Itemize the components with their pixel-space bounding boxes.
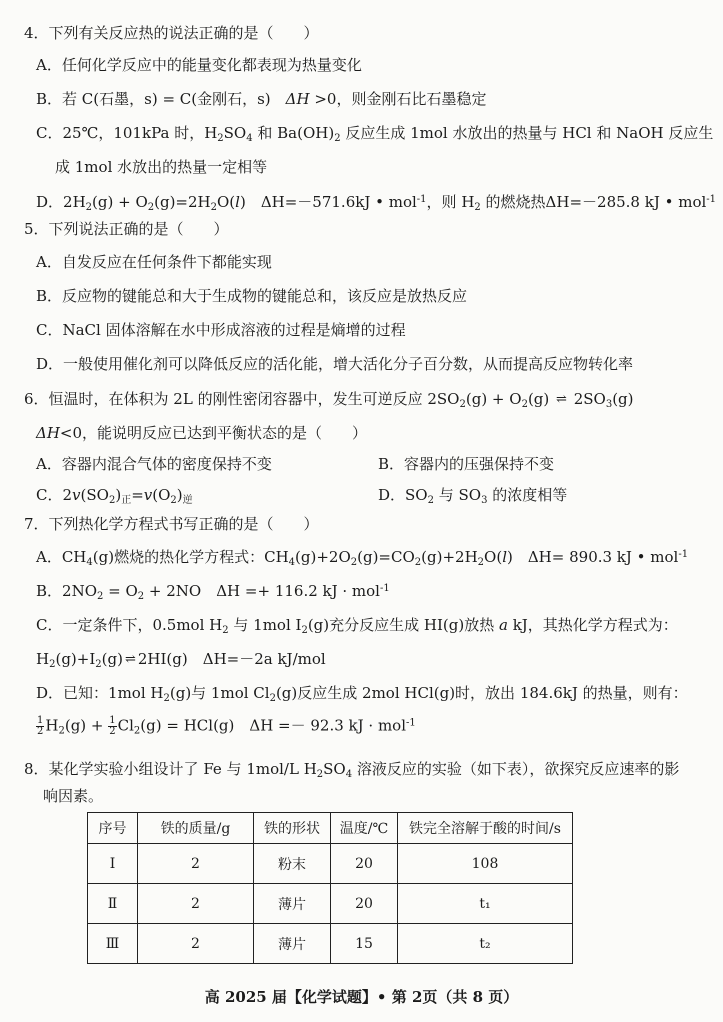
table-cell: Ⅰ xyxy=(88,844,138,884)
table-cell: 20 xyxy=(331,844,398,884)
q4-option-c-line2: 成 1mol 水放出的热量一定相等 xyxy=(55,158,268,176)
experiment-table xyxy=(87,812,573,964)
table-header: 序号 xyxy=(88,813,138,844)
q8-stem-line2: 响因素。 xyxy=(43,787,104,805)
reversible-arrow-icon: ⇌ xyxy=(556,392,567,407)
table-cell: 2 xyxy=(138,924,254,964)
table-header: 温度/℃ xyxy=(331,813,398,844)
q7-option-a: A．$CH_4(g)$燃烧的热化学方程式：$CH_4(g)+2O_2(g)=CO_2(g)+2H_2O(l)$ ΔH= 890.3 kJ • mol$^{-1}$ xyxy=(36,548,689,568)
q4-option-b: B．若 C(石墨，s) = C(金刚石，s) ΔH >0，则金刚石比石墨稳定 xyxy=(36,90,487,108)
page-footer: 高 2025 届【化学试题】• 第 2页（共 8 页） xyxy=(204,988,519,1006)
q5-stem: 5．下列说法正确的是（ ） xyxy=(24,220,229,238)
table-cell: 2 xyxy=(138,884,254,924)
table-row xyxy=(88,924,573,964)
table-cell: t₂ xyxy=(398,924,573,964)
q7-option-d: D．已知：1mol $H_2(g)$与 1mol $Cl_2(g)$反应生成 2mol HCl(g)时，放出 184.6kJ 的热量，则有： xyxy=(36,684,688,704)
table-header: 铁完全溶解于酸的时间/s xyxy=(398,813,573,844)
q6-option-b: B．容器内的压强保持不变 xyxy=(378,455,555,473)
table-cell: 2 xyxy=(138,844,254,884)
q7-option-c-equation: $H_2(g)+I_2(g)$ ⇌ 2HI(g) ΔH=－2a kJ/mol xyxy=(36,650,326,670)
q5-option-a: A．自发反应在任何条件下都能实现 xyxy=(36,253,272,271)
q6-stem: 6．恒温时，在体积为 2L 的刚性密闭容器中，发生可逆反应 $2SO_2(g) + O_2(g)$ ⇌ $2SO_3(g)$ xyxy=(24,390,634,410)
q6-option-c: C．$2v(SO_2)_正=v(O_2)_逆$ xyxy=(36,486,193,506)
q4-option-d: D．$2H_2(g) + O_2(g)=2H_2O(l)$ ΔH=－571.6kJ • mol$^{-1}$，则 $H_2$ 的燃烧热ΔH=－285.8 kJ • mol$^{-1}$ xyxy=(36,193,717,213)
q4-stem: 4．下列有关反应热的说法正确的是（ ） xyxy=(24,24,319,42)
q7-stem: 7．下列热化学方程式书写正确的是（ ） xyxy=(24,515,319,533)
table-cell: Ⅱ xyxy=(88,884,138,924)
q6-option-d: D．$SO_2$ 与 $SO_3$ 的浓度相等 xyxy=(378,486,568,506)
table-cell: 15 xyxy=(331,924,398,964)
q5-option-d: D．一般使用催化剂可以降低反应的活化能，增大活化分子百分数，从而提高反应物转化率 xyxy=(36,355,634,373)
table-header: 铁的质量/g xyxy=(138,813,254,844)
table-cell: Ⅲ xyxy=(88,924,138,964)
q7-option-b: B．$2NO_2 = O_2 + 2NO$ ΔH =+ 116.2 kJ · mol$^{-1}$ xyxy=(36,582,390,602)
table-header-row xyxy=(88,813,573,844)
q4-option-a: A．任何化学反应中的能量变化都表现为热量变化 xyxy=(36,56,362,74)
fraction-half: $\frac{1}{2}$ xyxy=(109,715,116,737)
table-cell: 108 xyxy=(398,844,573,884)
q4-option-c: C．25℃，101kPa 时，$H_2SO_4$ 和 $Ba(OH)_2$ 反应生成 1mol 水放出的热量与 HCl 和 NaOH 反应生 xyxy=(36,124,714,144)
fraction-half: $\frac{1}{2}$ xyxy=(37,715,44,737)
reversible-arrow-icon: ⇌ xyxy=(124,652,136,667)
table-row xyxy=(88,844,573,884)
q5-option-b: B．反应物的键能总和大于生成物的键能总和，该反应是放热反应 xyxy=(36,287,468,305)
table-cell: t₁ xyxy=(398,884,573,924)
table-cell: 粉末 xyxy=(254,844,331,884)
q5-option-c: C．NaCl 固体溶解在水中形成溶液的过程是熵增的过程 xyxy=(36,321,406,339)
table-cell: 薄片 xyxy=(254,884,331,924)
q6-option-a: A．容器内混合气体的密度保持不变 xyxy=(36,455,272,473)
q7-option-c: C．一定条件下，0.5mol $H_2$ 与 1mol $I_2(g)$充分反应生成 HI(g)放热 a kJ，其热化学方程式为： xyxy=(36,616,678,636)
q6-stem-line2: ΔH<0，能说明反应已达到平衡状态的是（ ） xyxy=(36,424,368,442)
table-cell: 薄片 xyxy=(254,924,331,964)
table-header: 铁的形状 xyxy=(254,813,331,844)
table-row xyxy=(88,884,573,924)
q7-option-d-equation: $\frac{1}{2}$ $H_2(g)$ + $\frac{1}{2}$ $Cl_2(g) = HCl(g)$ ΔH =－ 92.3 kJ · mol$^{-1}$ xyxy=(37,715,416,737)
q8-stem: 8．某化学实验小组设计了 Fe 与 1mol/L $H_2SO_4$ 溶液反应的实验（如下表），欲探究反应速率的影 xyxy=(24,760,680,780)
table-cell: 20 xyxy=(331,884,398,924)
